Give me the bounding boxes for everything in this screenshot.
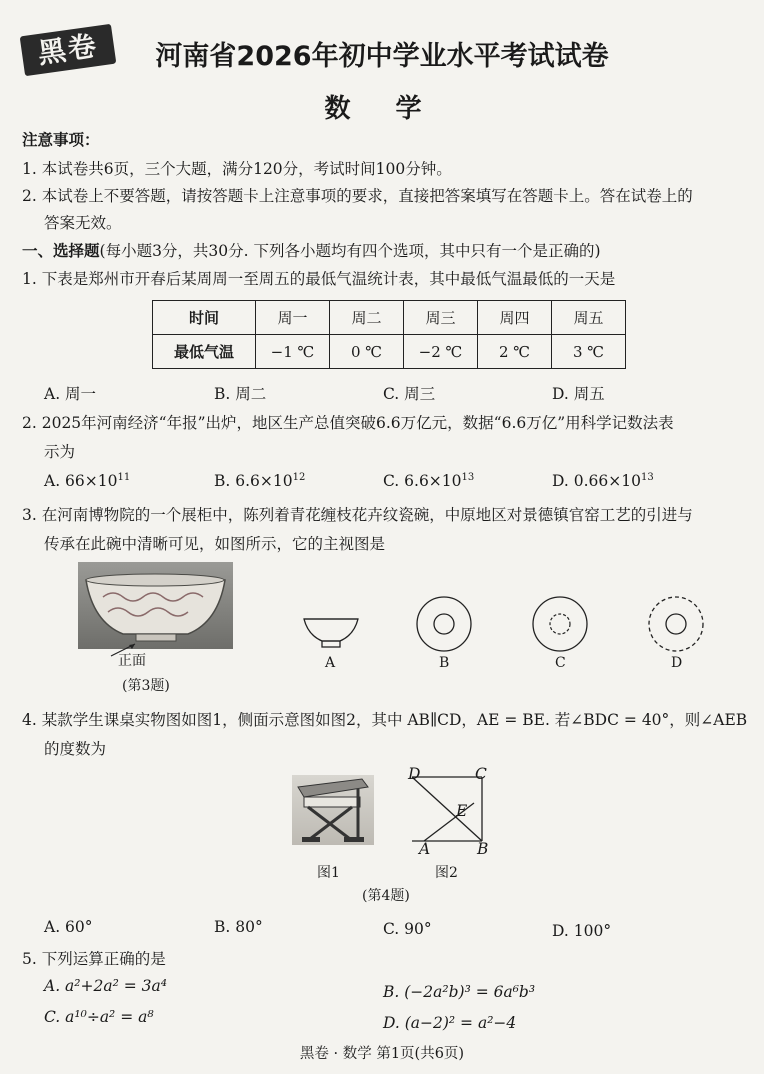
q5-option-a: A. a²+2a² = 3a⁴ xyxy=(44,977,167,995)
q3-caption: (第3题) xyxy=(122,678,170,694)
q5-option-b: B. (−2a²b)³ = 6a⁶b³ xyxy=(383,983,536,1001)
choice-a-bowl-view-icon xyxy=(300,615,362,651)
desk-icon xyxy=(292,775,374,845)
notice-heading: 注意事项： xyxy=(22,130,100,149)
option-text: A. 66×10 xyxy=(44,472,118,491)
q5-option-c: C. a¹⁰÷a² = a⁸ xyxy=(44,1008,154,1026)
q5-option-d: D. (a−2)² = a²−4 xyxy=(383,1014,517,1032)
q4-option-d: D. 100° xyxy=(552,922,612,940)
option-exponent: 11 xyxy=(117,472,131,483)
q4-option-c: C. 90° xyxy=(383,920,432,938)
q2-stem-line2: 示为 xyxy=(44,443,76,461)
table-cell: 周四 xyxy=(478,301,552,335)
q4-stem-line1: 4. 某款学生课桌实物图如图1，侧面示意图如图2，其中 AB∥CD，AE = BE. 若∠BDC = 40°，则∠AEB xyxy=(22,711,748,729)
front-label: 正面 xyxy=(118,653,146,669)
choice-label-a: A xyxy=(325,655,336,671)
page-footer: 黑卷 · 数学 第1页(共6页) xyxy=(299,1046,465,1062)
desk-photo xyxy=(292,775,374,845)
option-text: B. 6.6×10 xyxy=(214,472,293,491)
choice-c-dashed-inner-icon xyxy=(530,594,590,654)
notice-item-2-cont: 答案无效。 xyxy=(44,214,122,232)
table-cell: 3 ℃ xyxy=(552,335,626,369)
table-cell: −1 ℃ xyxy=(256,335,330,369)
q1-stem: 1. 下表是郑州市开春后某周周一至周五的最低气温统计表，其中最低气温最低的一天是 xyxy=(22,270,616,288)
fig2-caption: 图2 xyxy=(435,865,458,881)
section-heading xyxy=(22,239,601,261)
bowl-photo xyxy=(78,562,233,649)
option-text: C. 6.6×10 xyxy=(383,472,462,491)
q4-stem-line2: 的度数为 xyxy=(44,740,107,758)
choice-label-c: C xyxy=(555,655,566,671)
q1-option-a: A. 周一 xyxy=(44,385,97,403)
table-cell: 周五 xyxy=(552,301,626,335)
point-label-b: B xyxy=(477,840,489,858)
q4-option-b: B. 80° xyxy=(214,918,263,936)
table-row xyxy=(153,301,626,335)
section-title: 一、选择题 xyxy=(22,241,100,260)
q2-option-b xyxy=(214,472,305,490)
point-label-a: A xyxy=(419,840,431,858)
q5-stem: 5. 下列运算正确的是 xyxy=(22,950,166,968)
table-row xyxy=(153,335,626,369)
table-cell: 0 ℃ xyxy=(330,335,404,369)
q4-option-a: A. 60° xyxy=(44,918,93,936)
q2-stem-line1: 2. 2025年河南经济“年报”出炉，地区生产总值突破6.6万亿元，数据“6.6万亿”用科学记数法表 xyxy=(22,414,674,432)
section-note: (每小题3分，共30分. 下列各小题均有四个选项，其中只有一个是正确的) xyxy=(99,242,601,260)
q4-caption: (第4题) xyxy=(362,888,410,904)
table-cell: −2 ℃ xyxy=(404,335,478,369)
table-cell: 周三 xyxy=(404,301,478,335)
bowl-icon xyxy=(78,562,233,649)
q1-option-c: C. 周三 xyxy=(383,385,436,403)
option-exponent: 13 xyxy=(461,472,475,483)
table-cell: 周二 xyxy=(330,301,404,335)
point-label-e: E xyxy=(456,802,468,820)
exam-title: 河南省2026年初中学业水平考试试卷 xyxy=(155,41,609,72)
option-exponent: 12 xyxy=(292,472,306,483)
q1-option-d: D. 周五 xyxy=(552,385,605,403)
q2-option-d xyxy=(552,472,654,490)
q3-stem-line1: 3. 在河南博物院的一个展柜中，陈列着青花缠枝花卉纹瓷碗，中原地区对景德镇官窑工艺的引进与 xyxy=(22,506,693,524)
choice-b-concentric-icon xyxy=(414,594,474,654)
fig1-caption: 图1 xyxy=(317,865,340,881)
option-text: D. 0.66×10 xyxy=(552,472,641,491)
choice-label-d: D xyxy=(671,655,683,671)
exam-badge: 黑卷 xyxy=(20,24,117,76)
point-label-c: C xyxy=(475,765,487,783)
notice-item-1: 1. 本试卷共6页，三个大题，满分120分，考试时间100分钟。 xyxy=(22,160,452,178)
choice-label-b: B xyxy=(439,655,450,671)
subject-title: 数 学 xyxy=(324,94,440,124)
temperature-table xyxy=(152,300,626,369)
option-exponent: 13 xyxy=(640,472,654,483)
q3-stem-line2: 传承在此碗中清晰可见，如图所示，它的主视图是 xyxy=(44,535,386,553)
q1-option-b: B. 周二 xyxy=(214,385,267,403)
q2-option-a xyxy=(44,472,130,490)
table-cell: 周一 xyxy=(256,301,330,335)
table-header-cell: 时间 xyxy=(153,301,256,335)
table-header-cell: 最低气温 xyxy=(153,335,256,369)
point-label-d: D xyxy=(408,765,421,783)
table-cell: 2 ℃ xyxy=(478,335,552,369)
q2-option-c xyxy=(383,472,474,490)
notice-item-2: 2. 本试卷上不要答题，请按答题卡上注意事项的要求，直接把答案填写在答题卡上。答在试卷上的 xyxy=(22,187,693,205)
choice-d-dashed-outer-icon xyxy=(646,594,706,654)
